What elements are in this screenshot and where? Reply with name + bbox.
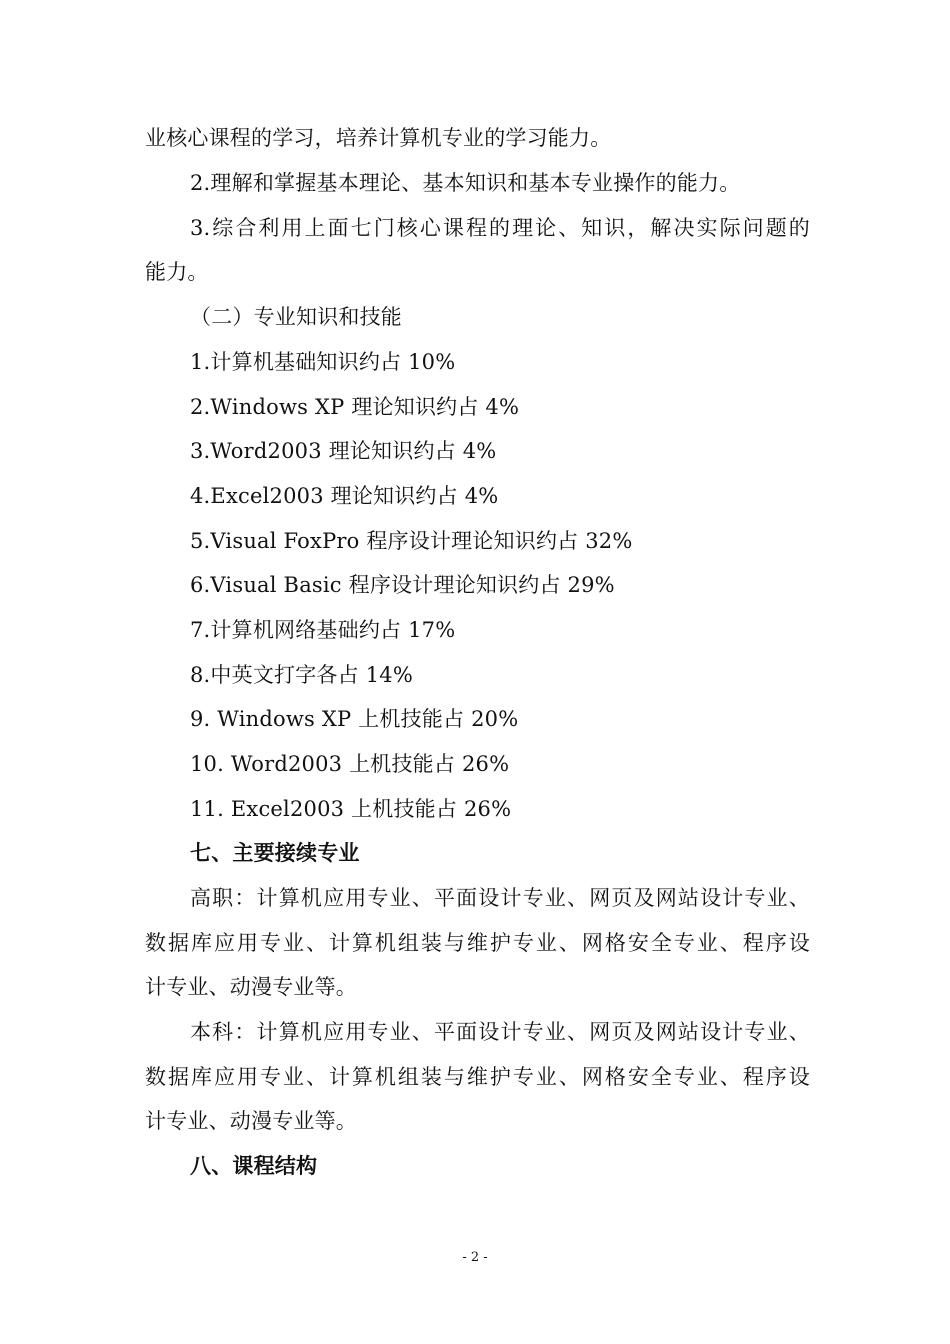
list-item: 9. Windows XP 上机技能占 20% bbox=[190, 707, 519, 731]
paragraph-line: 业核心课程的学习，培养计算机专业的学习能力。 bbox=[145, 126, 612, 150]
section-heading: 七、主要接续专业 bbox=[190, 841, 360, 865]
paragraph-line: 计专业、动漫专业等。 bbox=[145, 1109, 357, 1133]
list-item: 3.Word2003 理论知识约占 4% bbox=[190, 439, 497, 463]
list-item: 4.Excel2003 理论知识约占 4% bbox=[190, 484, 499, 508]
paragraph-line: 计专业、动漫专业等。 bbox=[145, 975, 357, 999]
list-item: 2.理解和掌握基本理论、基本知识和基本专业操作的能力。 bbox=[190, 171, 741, 195]
list-item: 10. Word2003 上机技能占 26% bbox=[190, 752, 510, 776]
subsection-heading: （二）专业知识和技能 bbox=[190, 305, 402, 329]
page-number: - 2 - bbox=[462, 1250, 488, 1265]
paragraph-line: 数据库应用专业、计算机组装与维护专业、网格安全专业、程序设 bbox=[145, 931, 810, 955]
list-item: 1.计算机基础知识约占 10% bbox=[190, 350, 456, 374]
paragraph-line: 本科：计算机应用专业、平面设计专业、网页及网站设计专业、 bbox=[190, 1020, 810, 1044]
list-item: 3.综合利用上面七门核心课程的理论、知识，解决实际问题的 bbox=[190, 216, 810, 240]
list-item: 7.计算机网络基础约占 17% bbox=[190, 618, 456, 642]
paragraph-line: 数据库应用专业、计算机组装与维护专业、网格安全专业、程序设 bbox=[145, 1065, 810, 1089]
paragraph-line: 能力。 bbox=[145, 260, 209, 284]
list-item: 8.中英文打字各占 14% bbox=[190, 663, 413, 687]
list-item: 11. Excel2003 上机技能占 26% bbox=[190, 797, 512, 821]
list-item: 6.Visual Basic 程序设计理论知识约占 29% bbox=[190, 573, 615, 597]
list-item: 5.Visual FoxPro 程序设计理论知识约占 32% bbox=[190, 529, 633, 553]
paragraph-line: 高职：计算机应用专业、平面设计专业、网页及网站设计专业、 bbox=[190, 886, 810, 910]
list-item: 2.Windows XP 理论知识约占 4% bbox=[190, 395, 520, 419]
section-heading: 八、课程结构 bbox=[190, 1154, 318, 1178]
